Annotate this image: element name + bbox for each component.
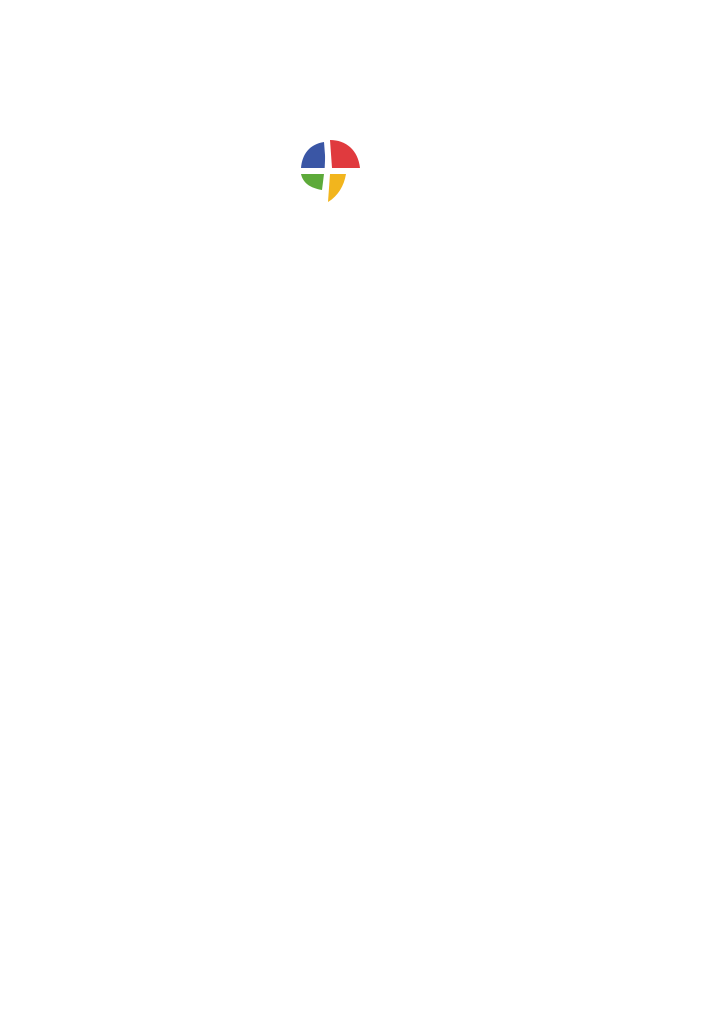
logo-red-shape: [330, 140, 360, 168]
logo-green-shape: [301, 174, 324, 190]
logo-yellow-shape: [328, 174, 346, 202]
nimes-metropole-logo: [296, 136, 456, 220]
logo-blue-shape: [301, 142, 326, 168]
logo-graphic: [296, 136, 456, 220]
